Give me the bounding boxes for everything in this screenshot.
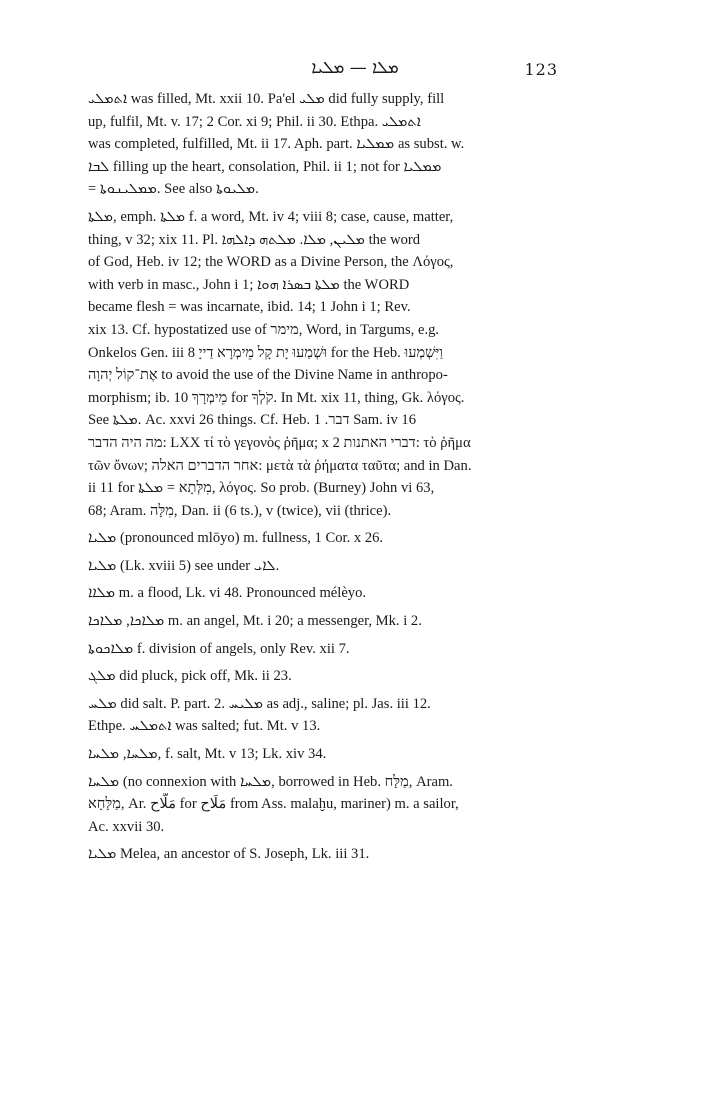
- entry-mloyo: [88, 527, 558, 550]
- entry-line: Onkelos Gen. iii 8 וּשְׁמַעוּ יָת קָל מֵימְרָא דַייָ for the Heb. וַיִּשְׁמְעוּ: [88, 344, 444, 361]
- running-head: ܡܠܐ — ܡܠܝܐ: [311, 58, 399, 78]
- entry-line: 68; Aram. מִלָּה, Dan. ii (6 ts.), v (twice), vii (thrice).: [88, 502, 392, 519]
- entry-line: ܐܬܡܠܝ was filled, Mt. xxii 10. Pa'el ܡܠܝ did fully supply, fill: [88, 91, 445, 107]
- entry-line: thing, v 32; xix 11. Pl. ܡܠܝܢ, ܡܠܐ. ܡܠܬܗ ܕܐܠܗܐ the word: [88, 231, 421, 248]
- entry-melea: [88, 843, 558, 866]
- entry-line: ii 11 for מִלְּתָא = ܡܠܬܐ, λόγος. So prob. (Burney) John vi 63,: [88, 480, 435, 497]
- entry-melltha: [88, 206, 558, 522]
- entry-mlaya-see-under: [88, 555, 558, 578]
- entry-angel: [88, 610, 558, 633]
- entry-line: ܡܠܚܐ (no connexion with ܡܠܚܐ, borrowed in Heb. מַלָּח, Aram.: [88, 773, 453, 790]
- entry-line: ܡܠܚܐ, ܡܠܚܐ, f. salt, Mt. v 13; Lk. xiv 34.: [88, 746, 327, 763]
- entry-division-of-angels: [88, 638, 558, 661]
- entry-line: was completed, fulfilled, Mt. ii 17. Aph. part. ܡܡܠܝܐ as subst. w.: [88, 136, 465, 153]
- page-number: 123: [524, 60, 558, 79]
- entry-line: of God, Heb. iv 12; the WORD as a Divine Person, the Λόγος,: [88, 254, 454, 271]
- entry-sailor: [88, 771, 558, 839]
- entry-line: ܡܠܝܐ (pronounced mlōyo) m. fullness, 1 Cor. x 26.: [88, 530, 384, 547]
- entry-line: ܡܠܝܐ Melea, an ancestor of S. Joseph, Lk. iii 31.: [88, 846, 370, 863]
- entry-line: τῶν ὄνων; אחר הדברים האלה: μετὰ τὰ ῥήματα ταῦτα; and in Dan.: [88, 457, 472, 474]
- entry-line: מַלָּחָא, Ar. مَلَّاح for مَلَاح from Ass. malaḫu, mariner) m. a sailor,: [88, 796, 459, 813]
- entry-line: See ܡܠܬܐ. Ac. xxvi 26 things. Cf. Heb. דבר. 1 Sam. iv 16: [88, 412, 417, 429]
- entry-pluck: [88, 665, 558, 688]
- entry-line: ܡܠܐܟܐ, ܡܠܐܟܐ m. an angel, Mt. i 20; a messenger, Mk. i 2.: [88, 613, 422, 630]
- entry-line: = ܡܡܠܝܢܘܬܐ. See also ܡܠܝܘܬܐ.: [88, 181, 259, 198]
- entry-salt-noun: [88, 743, 558, 766]
- entry-line: ܠܒܐ filling up the heart, consolation, Phil. ii 1; not for ܡܡܠܝܐ: [88, 158, 442, 175]
- entry-line: Ethpe. ܐܬܡܠܚ was salted; fut. Mt. v 13.: [88, 718, 321, 735]
- entry-line: ܡܠܝܐ (Lk. xviii 5) see under ܠܐܝ.: [88, 557, 280, 574]
- entry-line: ܡܠܚ did salt. P. part. 2. ܡܠܝܚ as adj., saline; pl. Jas. iii 12.: [88, 695, 431, 712]
- entry-line: ܡܠܐܐ m. a flood, Lk. vi 48. Pronounced mélèyo.: [88, 585, 367, 602]
- entry-line: with verb in masc., John i 1; ܡܠܬܐ ܒܣܪܐ ܗܘܐ the WORD: [88, 276, 410, 293]
- entry-line: ܡܠܬܐ, emph. ܡܠܬܐ f. a word, Mt. iv 4; viii 8; case, cause, matter,: [88, 208, 454, 225]
- entry-line: Ac. xxvii 30.: [88, 818, 165, 835]
- entry-line: ܡܠܓ did pluck, pick off, Mk. ii 23.: [88, 668, 292, 685]
- entry-line: ܡܠܐܟܘܬܐ f. division of angels, only Rev. xii 7.: [88, 640, 350, 657]
- entry-line: became flesh = was incarnate, ibid. 14; 1 John i 1; Rev.: [88, 299, 411, 316]
- entry-line: xix 13. Cf. hypostatized use of מימר, Word, in Targums, e.g.: [88, 321, 440, 338]
- entry-mlā-ethpe: [88, 88, 558, 201]
- entry-line: מה היה הדבר: LXX τί τὸ γεγονὸς ῥῆμα; x 2 דברי האתנות: τὸ ῥῆμα: [88, 434, 471, 451]
- dictionary-column: [88, 88, 558, 871]
- entry-line: up, fulfil, Mt. v. 17; 2 Cor. xi 9; Phil. ii 30. Ethpa. ܐܬܡܠܝ: [88, 113, 421, 130]
- entry-flood: [88, 582, 558, 605]
- entry-line: morphism; ib. 10 מֵימְרָךְ for קֹלְךָ. In Mt. xix 11, thing, Gk. λόγος.: [88, 389, 465, 406]
- entry-line: אֶת־קוֹל יְהוָה to avoid the use of the Divine Name in anthropo-: [88, 367, 448, 384]
- entry-salt-verb: [88, 693, 558, 738]
